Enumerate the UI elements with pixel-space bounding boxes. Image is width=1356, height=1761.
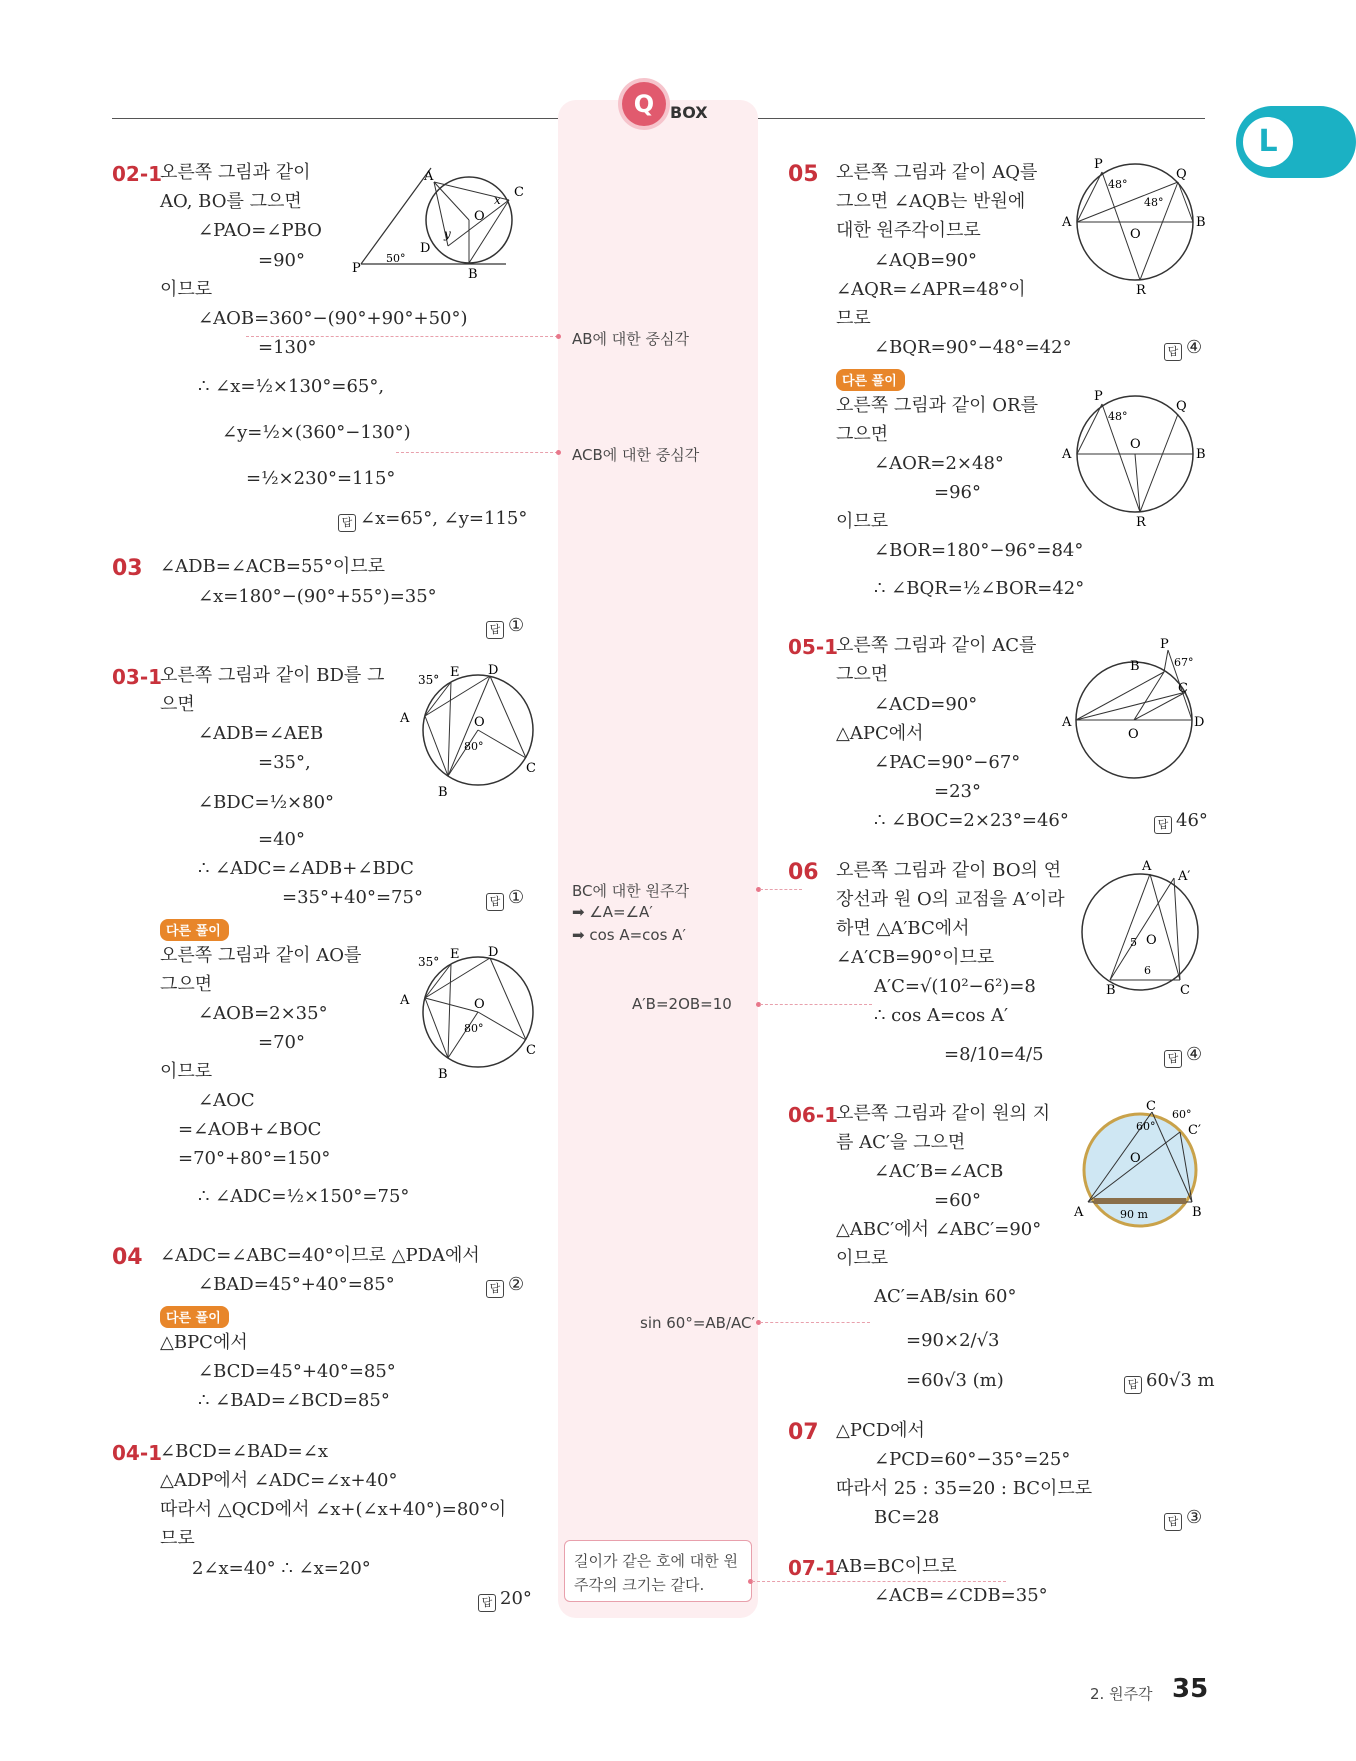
text-line: 대한 원주각이므로 <box>836 220 981 241</box>
box-note: 주각의 크기는 같다. <box>574 1576 705 1594</box>
figure-label: Q <box>1176 167 1187 182</box>
text-line: AB=BC이므로 <box>836 1556 957 1577</box>
text-line: 이므로 <box>836 511 889 532</box>
figure-label: 5 <box>1130 936 1137 949</box>
answer-icon: 답 <box>1154 816 1172 834</box>
figure-label: B <box>1192 1205 1202 1220</box>
text-line: =90×2/√3 <box>906 1330 1000 1351</box>
box-note: BC에 대한 원주각 <box>572 882 689 900</box>
figure-label: D <box>488 663 499 678</box>
leader-dot <box>556 334 561 339</box>
box-note: A′B=2OB=10 <box>632 995 732 1013</box>
text-line: ∠AOB=2×35° <box>198 1003 328 1024</box>
figure-label: B <box>1106 983 1116 998</box>
figure-03-1b <box>398 946 536 1082</box>
answer-value: ④ <box>1186 337 1203 358</box>
figure-label: 48° <box>1144 196 1164 209</box>
problem-number: 07-1 <box>788 1556 839 1580</box>
answer-icon: 답 <box>486 621 504 639</box>
leader-line <box>760 1004 872 1005</box>
text-line: △APC에서 <box>836 723 924 744</box>
figure-label: B <box>1196 215 1206 230</box>
figure-label: R <box>1136 515 1146 530</box>
figure-label: A <box>1062 715 1072 730</box>
answer-icon: 답 <box>338 514 356 532</box>
answer-value: ∠x=65°, ∠y=115° <box>360 508 528 529</box>
text-line: 이므로 <box>160 1061 213 1082</box>
text-line: ∴ cos A=cos A′ <box>874 1005 1009 1026</box>
figure-label: C <box>1180 983 1190 998</box>
answer-icon: 답 <box>486 1280 504 1298</box>
text-line: =60° <box>934 1190 981 1211</box>
text-line: ∠ADB=∠AEB <box>198 723 324 744</box>
figure-label: 6 <box>1144 964 1151 977</box>
figure-label: 80° <box>464 740 484 753</box>
answer <box>486 615 524 639</box>
figure-label: C <box>514 185 524 200</box>
answer-value: 60√3 m <box>1146 1370 1215 1391</box>
text-line: ∴ ∠BOC=2×23°=46° <box>874 810 1069 831</box>
figure-label: O <box>1146 933 1157 948</box>
text-line: △PCD에서 <box>836 1420 925 1441</box>
text-line: ∠AQB=90° <box>874 250 978 271</box>
text-line: =8/10=4/5 <box>944 1044 1044 1065</box>
chapter-tab-circle <box>1240 114 1296 170</box>
problem-number: 07 <box>788 1420 819 1445</box>
alt-solution-badge: 다른 풀이 <box>836 369 905 391</box>
text-line: =½×230°=115° <box>246 468 396 489</box>
answer-icon: 답 <box>1164 1050 1182 1068</box>
figure-label: C <box>526 761 536 776</box>
text-line: ∠ADB=∠ACB=55°이므로 <box>160 556 386 577</box>
alt-solution-badge: 다른 풀이 <box>160 1306 229 1328</box>
box-label: BOX <box>670 103 708 122</box>
text-line: 므로 <box>836 308 871 329</box>
text-line: ∴ ∠BAD=∠BCD=85° <box>198 1390 390 1411</box>
text-line: 하면 △A′BC에서 <box>836 918 970 939</box>
figure-label: 67° <box>1174 656 1194 669</box>
figure-05-1 <box>1060 636 1210 786</box>
figure-label: C <box>1178 681 1188 696</box>
text-line: BC=28 <box>874 1507 940 1528</box>
text-line: 오른쪽 그림과 같이 OR를 <box>836 395 1038 416</box>
text-line: 름 AC′을 그으면 <box>836 1132 966 1153</box>
text-line: ∠AOC <box>198 1090 255 1111</box>
answer <box>1164 1044 1202 1068</box>
text-line: 오른쪽 그림과 같이 BO의 연 <box>836 860 1062 881</box>
text-line: ∠BOR=180°−96°=84° <box>874 540 1084 561</box>
figure-label: A <box>400 711 410 726</box>
text-line: ∠PCD=60°−35°=25° <box>874 1449 1071 1470</box>
text-line: ∴ ∠ADC=∠ADB+∠BDC <box>198 858 414 879</box>
box-note: ➡ cos A=cos A′ <box>572 926 686 944</box>
text-line: ∠y=½×(360°−130°) <box>222 422 411 443</box>
text-line: =70°+80°=150° <box>178 1148 331 1169</box>
text-line: 오른쪽 그림과 같이 원의 지 <box>836 1103 1051 1124</box>
text-line: ∠BCD=∠BAD=∠x <box>160 1441 328 1462</box>
figure-label: A <box>1062 447 1072 462</box>
figure-05b <box>1060 389 1210 530</box>
text-line: ∠ADC=∠ABC=40°이므로 △PDA에서 <box>160 1245 480 1266</box>
figure-label: B <box>468 267 478 282</box>
answer <box>1124 1370 1215 1394</box>
figure-label: 60° <box>1136 1120 1156 1133</box>
text-line: 오른쪽 그림과 같이 AQ를 <box>836 162 1038 183</box>
text-line: ∠PAO=∠PBO <box>198 220 322 241</box>
text-line: A′C=√(10²−6²)=8 <box>874 976 1036 997</box>
figure-label: E <box>450 665 460 680</box>
box-note: 길이가 같은 호에 대한 원 <box>574 1552 738 1570</box>
answer-icon: 답 <box>486 893 504 911</box>
text-line: 므로 <box>160 1528 195 1549</box>
answer-value: 20° <box>500 1588 532 1609</box>
problem-number: 03-1 <box>112 665 163 689</box>
leader-line <box>246 336 558 337</box>
problem-number: 06-1 <box>788 1103 839 1127</box>
figure-label: A′ <box>1178 869 1191 884</box>
problem-number: 04-1 <box>112 1441 163 1465</box>
figure-label: C′ <box>1188 1123 1201 1138</box>
answer <box>486 1274 524 1298</box>
figure-label: O <box>1130 437 1141 452</box>
figure-label: R <box>1136 283 1146 298</box>
figure-label: D <box>420 241 431 256</box>
figure-06 <box>1082 860 1212 1000</box>
text-line: =23° <box>934 781 981 802</box>
text-line: 이므로 <box>836 1248 889 1269</box>
figure-label: E <box>450 947 460 962</box>
figure-label: 60° <box>1172 1108 1192 1121</box>
answer <box>486 887 524 911</box>
text-line: ∴ ∠BQR=½∠BOR=42° <box>874 578 1085 599</box>
figure-02-1 <box>352 160 526 282</box>
leader-line <box>752 1581 1006 1582</box>
figure-label: O <box>1128 727 1139 742</box>
answer-value: ① <box>508 615 525 636</box>
answer <box>1164 337 1202 361</box>
figure-label: P <box>1094 157 1103 172</box>
figure-06-1 <box>1074 1099 1216 1234</box>
text-line: ∴ ∠ADC=½×150°=75° <box>198 1186 410 1207</box>
answer-value: ③ <box>1186 1507 1203 1528</box>
problem-number: 06 <box>788 860 819 885</box>
figure-05a <box>1060 157 1210 298</box>
text-line: 오른쪽 그림과 같이 <box>160 162 311 183</box>
text-line: ∠x=180°−(90°+55°)=35° <box>198 586 437 607</box>
text-line: △ABC′에서 ∠ABC′=90° <box>836 1219 1042 1240</box>
problem-number: 02-1 <box>112 162 163 186</box>
text-line: 장선과 원 O의 교점을 A′이라 <box>836 889 1065 910</box>
text-line: ∠AQR=∠APR=48°이 <box>836 279 1026 300</box>
text-line: ∠AOR=2×48° <box>874 453 1004 474</box>
figure-label: O <box>474 997 485 1012</box>
q-box-badge <box>622 82 666 126</box>
figure-label: P <box>1160 637 1169 652</box>
figure-label: O <box>1130 1151 1141 1166</box>
text-line: =90° <box>258 250 305 271</box>
answer-icon: 답 <box>1124 1376 1142 1394</box>
text-line: 오른쪽 그림과 같이 AC를 <box>836 635 1037 656</box>
page-number: 35 <box>1172 1674 1209 1704</box>
text-line: ∴ ∠x=½×130°=65°, <box>198 376 385 397</box>
text-line: AC′=AB/sin 60° <box>874 1286 1017 1307</box>
text-line: =130° <box>258 337 317 358</box>
problem-number: 05-1 <box>788 635 839 659</box>
text-line: △ADP에서 ∠ADC=∠x+40° <box>160 1470 398 1491</box>
figure-label: B <box>438 785 448 800</box>
chapter-tab-letter: L <box>1258 124 1278 159</box>
answer-value: ② <box>508 1274 525 1295</box>
answer <box>338 508 527 532</box>
q-letter: Q <box>633 90 655 118</box>
answer <box>478 1588 532 1612</box>
answer-icon: 답 <box>1164 1513 1182 1531</box>
footer-chapter: 2. 원주각 <box>1090 1685 1153 1703</box>
answer-value: ① <box>508 887 525 908</box>
box-note: ACB에 대한 중심각 <box>572 446 700 464</box>
figure-label: 90 m <box>1120 1208 1148 1221</box>
figure-label: O <box>474 715 485 730</box>
header-rule-left <box>112 118 560 119</box>
figure-label: D <box>488 945 499 960</box>
answer-icon: 답 <box>478 1594 496 1612</box>
text-line: ∠ACD=90° <box>874 694 978 715</box>
figure-label: A <box>1142 859 1152 874</box>
text-line: =35°+40°=75° <box>282 887 423 908</box>
text-line: ∠BQR=90°−48°=42° <box>874 337 1072 358</box>
figure-label: B <box>1130 659 1140 674</box>
leader-line <box>760 889 802 890</box>
answer-value: 46° <box>1176 810 1208 831</box>
text-line: ∠AC′B=∠ACB <box>874 1161 1004 1182</box>
text-line: 그으면 <box>160 974 213 995</box>
text-line: =35°, <box>258 752 311 773</box>
text-line: =∠AOB+∠BOC <box>178 1119 322 1140</box>
text-line: △BPC에서 <box>160 1332 248 1353</box>
text-line: 2∠x=40° ∴ ∠x=20° <box>192 1558 371 1579</box>
text-line: 따라서 △QCD에서 ∠x+(∠x+40°)=80°이 <box>160 1499 507 1520</box>
text-line: 오른쪽 그림과 같이 BD를 그 <box>160 665 385 686</box>
text-line: ∠BDC=½×80° <box>198 792 335 813</box>
box-note: ➡ ∠A=∠A′ <box>572 903 653 921</box>
figure-label: A <box>424 169 434 184</box>
text-line: 그으면 <box>836 424 889 445</box>
figure-label: 48° <box>1108 178 1128 191</box>
figure-label: A <box>1074 1205 1084 1220</box>
answer <box>1164 1507 1202 1531</box>
figure-label: B <box>1196 447 1206 462</box>
text-line: ∠A′CB=90°이므로 <box>836 947 995 968</box>
text-line: ∠BAD=45°+40°=85° <box>198 1274 395 1295</box>
text-line: 그으면 ∠AQB는 반원에 <box>836 191 1026 212</box>
figure-label: D <box>1194 715 1205 730</box>
figure-label: B <box>438 1067 448 1082</box>
leader-line <box>396 452 558 453</box>
problem-number: 03 <box>112 556 143 581</box>
problem-number: 05 <box>788 162 819 187</box>
figure-label: Q <box>1176 399 1187 414</box>
leader-line <box>760 1322 870 1323</box>
header-rule-right <box>758 118 1205 119</box>
text-line: 따라서 25 : 35=20 : BC이므로 <box>836 1478 1093 1499</box>
text-line: ∠AOB=360°−(90°+90°+50°) <box>198 308 468 329</box>
figure-label: y <box>444 227 451 241</box>
figure-label: 50° <box>386 252 406 265</box>
figure-label: P <box>352 261 361 276</box>
text-line: AO, BO를 그으면 <box>160 191 302 212</box>
text-line: 오른쪽 그림과 같이 AO를 <box>160 945 362 966</box>
figure-label: 35° <box>418 955 440 969</box>
text-line: =96° <box>934 482 981 503</box>
answer-value: ④ <box>1186 1044 1203 1065</box>
figure-label: 48° <box>1108 410 1128 423</box>
answer-icon: 답 <box>1164 343 1182 361</box>
figure-label: 80° <box>464 1022 484 1035</box>
box-note: AB에 대한 중심각 <box>572 330 690 348</box>
figure-label: C <box>1146 1099 1156 1114</box>
text-line: =60√3 (m) <box>906 1370 1004 1391</box>
figure-label: O <box>1130 227 1141 242</box>
figure-03-1a <box>398 664 536 800</box>
alt-solution-badge: 다른 풀이 <box>160 919 229 941</box>
text-line: 이므로 <box>160 279 213 300</box>
text-line: ∠BCD=45°+40°=85° <box>198 1361 396 1382</box>
figure-label: P <box>1094 389 1103 404</box>
figure-label: O <box>474 209 485 224</box>
text-line: 그으면 <box>836 664 889 685</box>
text-line: 으면 <box>160 694 195 715</box>
figure-label: A <box>1062 215 1072 230</box>
answer <box>1154 810 1208 834</box>
figure-label: C <box>526 1043 536 1058</box>
figure-label: A <box>400 993 410 1008</box>
figure-label: 35° <box>418 673 440 687</box>
box-note: sin 60°=AB/AC′ <box>640 1314 755 1332</box>
text-line: ∠ACB=∠CDB=35° <box>874 1585 1048 1606</box>
leader-dot <box>556 450 561 455</box>
figure-label: x <box>494 193 501 207</box>
problem-number: 04 <box>112 1245 143 1270</box>
text-line: =70° <box>258 1032 305 1053</box>
text-line: =40° <box>258 829 305 850</box>
text-line: ∠PAC=90°−67° <box>874 752 1021 773</box>
